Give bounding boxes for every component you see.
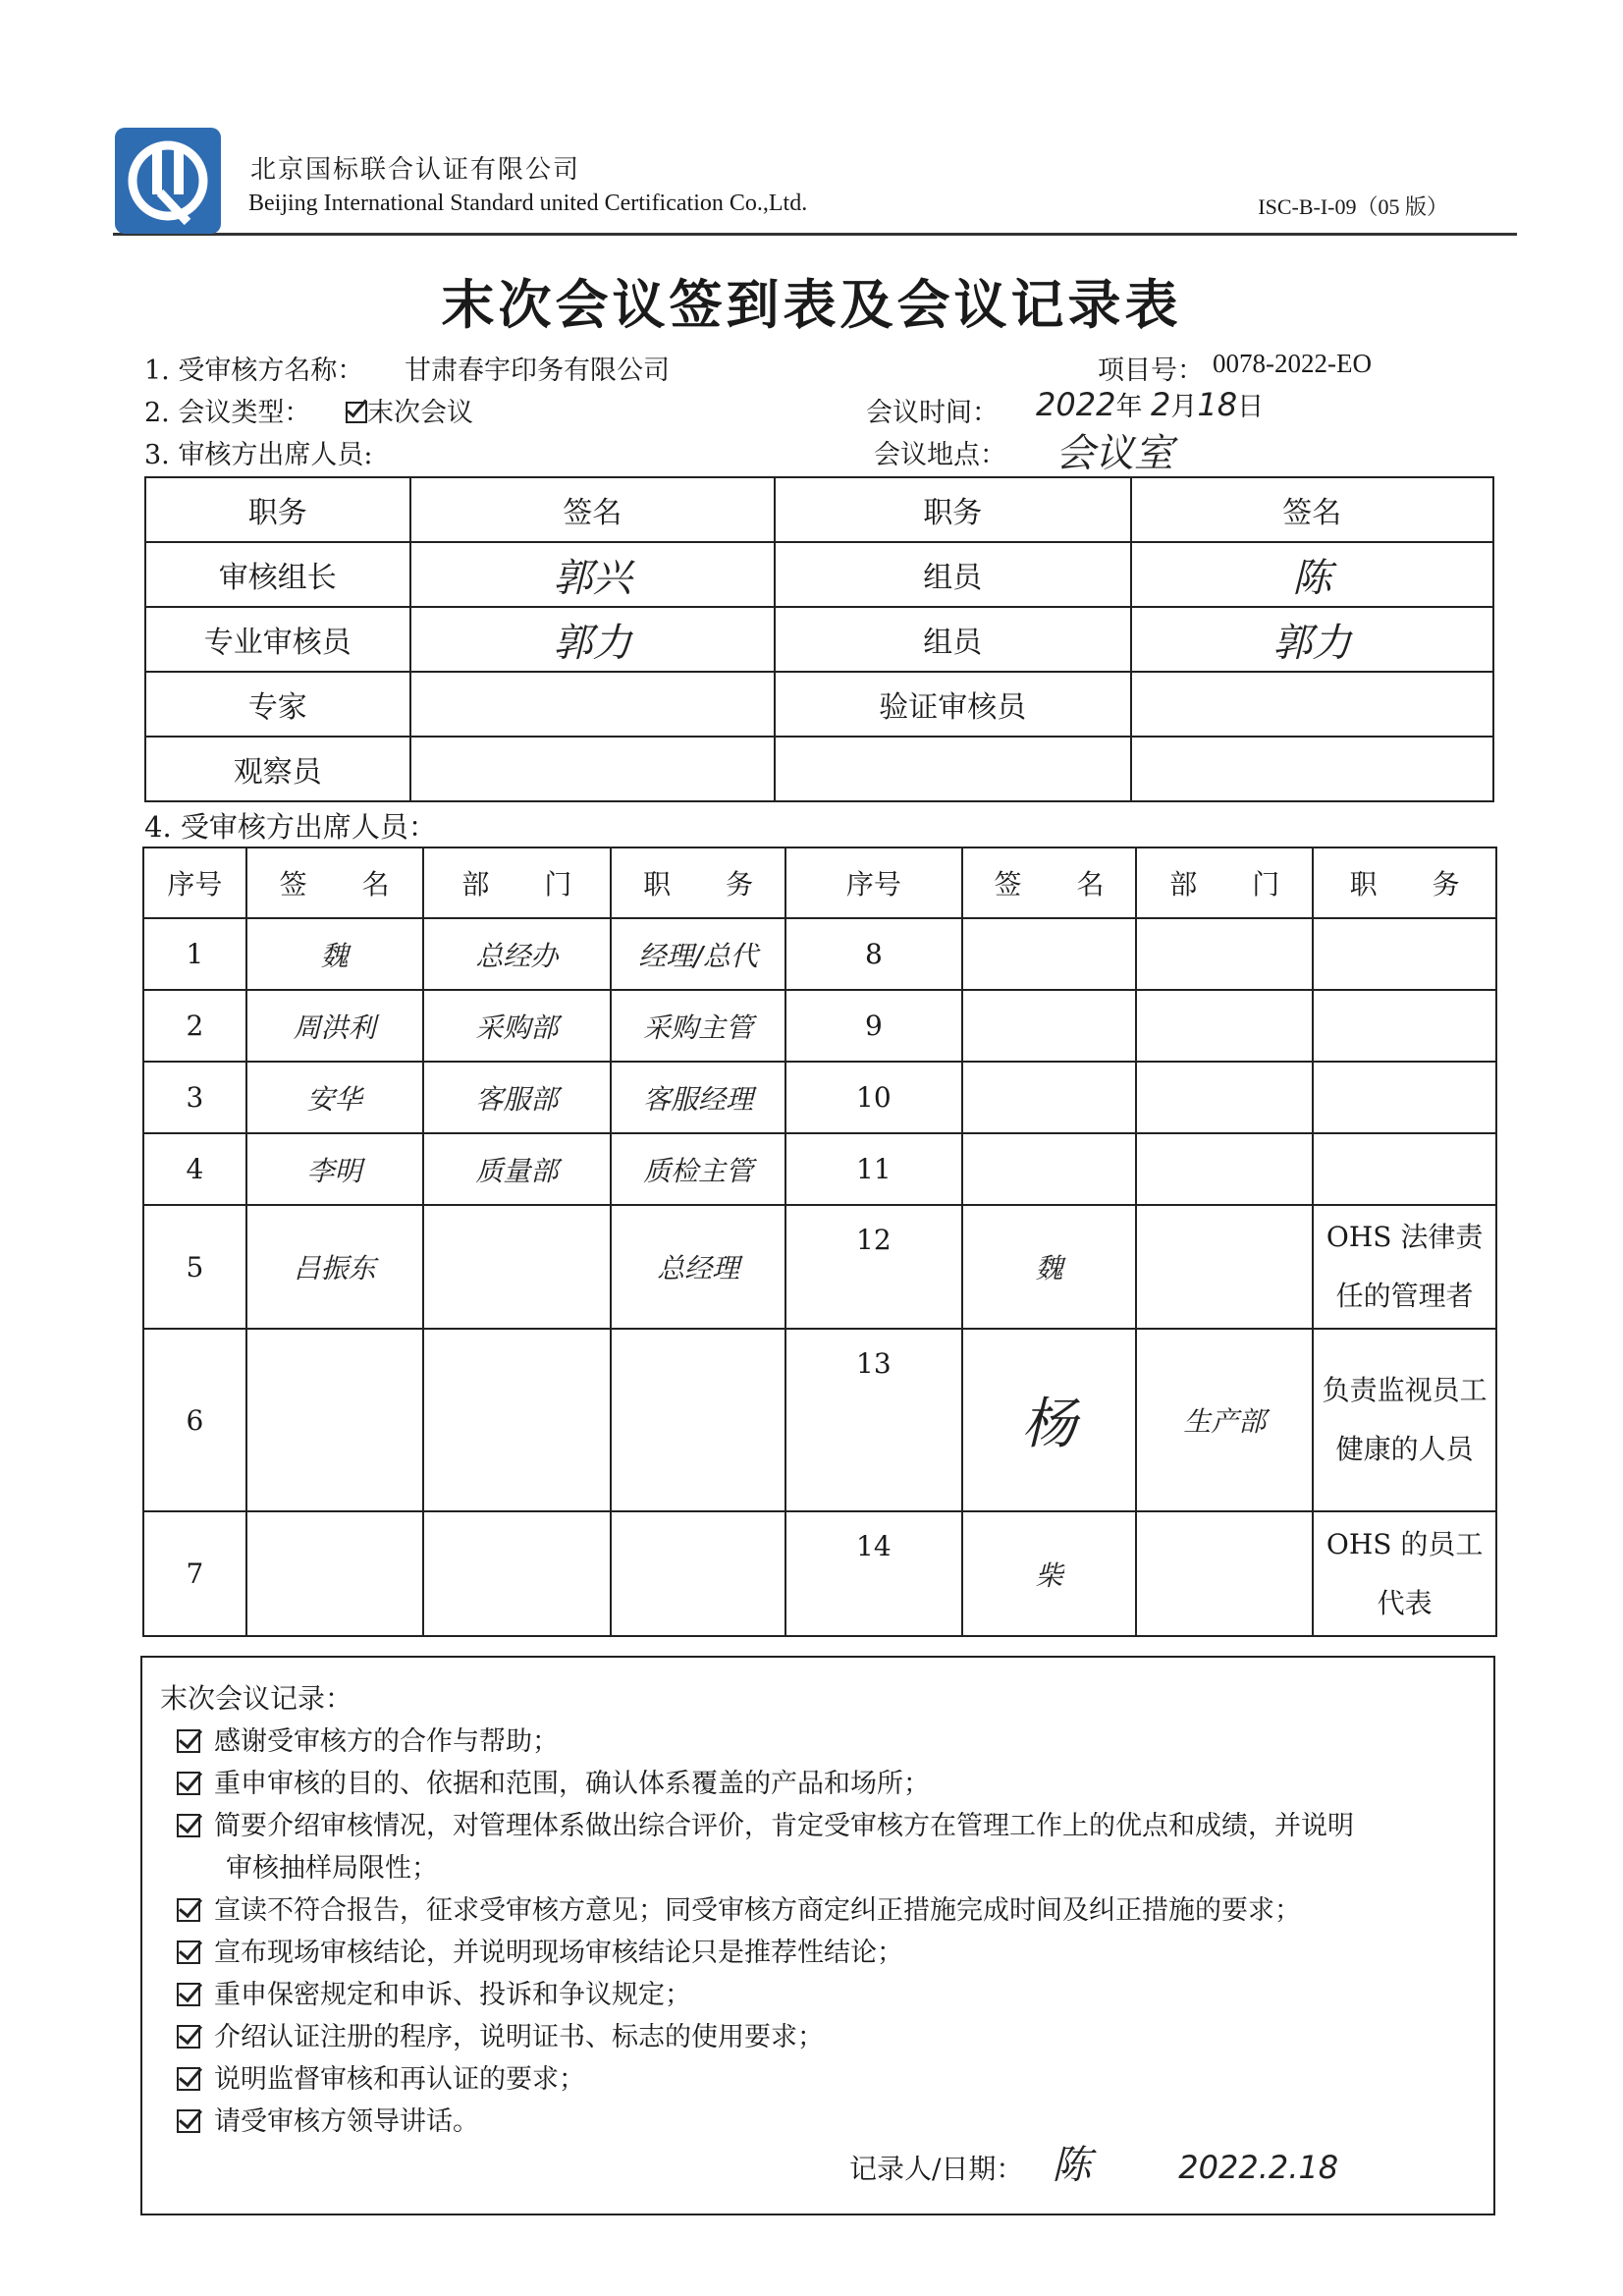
recorder-signature: 陈 [1052,2143,1092,2188]
table-row [145,737,1493,801]
record-item [177,1888,1301,1927]
dept-cell: 客服部 [423,1062,612,1133]
record-item [177,1762,930,1800]
header-cell: 签名 [1131,477,1493,542]
role-cell: 客服经理 [611,1062,785,1133]
seq-cell: 13 [785,1329,962,1511]
table-row [143,990,1496,1062]
checkbox-checked-icon [177,2025,200,2049]
dept-cell: 采购部 [423,990,612,1062]
signature-cell: 魏 [246,918,423,990]
record-item [177,2015,824,2053]
signature-cell [962,1062,1137,1133]
project-value: 0078-2022-EO [1213,349,1372,378]
company-name-en: Beijing International Standard united Certification Co.,Ltd. [248,191,808,216]
role-cell: 总经理 [611,1205,785,1329]
seq-cell: 2 [143,990,246,1062]
checkbox-checked-icon [177,2109,200,2133]
project-label: 项目号： [1098,355,1204,386]
dept-cell [423,1511,612,1636]
recorder-date: 2022.2.18 [1178,2149,1339,2186]
header-cell: 序号 [143,847,246,918]
role-cell [1313,1062,1496,1133]
record-item [177,1804,1354,1842]
dept-cell: 总经办 [423,918,612,990]
role-cell [611,1511,785,1636]
table-header-row [145,477,1493,542]
auditor-sign-table [144,476,1494,802]
checkbox-checked-icon [177,2067,200,2091]
role-cell: 审核组长 [145,542,410,607]
record-item-text: 说明监督审核和再认证的要求； [214,2064,585,2095]
role-cell [1313,1133,1496,1205]
signature-cell: 魏 [962,1205,1137,1329]
record-item-text: 重申保密规定和申诉、投诉和争议规定； [214,1980,691,2010]
header-cell: 职务 [775,477,1130,542]
dept-cell [1136,1511,1313,1636]
meeting-month: 2 [1151,386,1171,423]
recorder-line [849,2134,1338,2190]
auditee-value: 甘肃春宇印务有限公司 [405,355,670,386]
table-header-row [143,847,1496,918]
seq-cell: 4 [143,1133,246,1205]
header-cell: 签 名 [962,847,1137,918]
checkbox-checked-icon [177,1983,200,2006]
table-row [143,1205,1496,1329]
role-cell: OHS 的员工代表 [1313,1511,1496,1636]
role-cell: 验证审核员 [775,672,1130,737]
company-logo [113,126,223,236]
header-cell: 职 务 [1313,847,1496,918]
signature-cell [410,737,775,801]
table-row [143,1329,1496,1511]
signature-cell [1131,737,1493,801]
year-unit: 年 [1115,392,1143,422]
dept-cell: 质量部 [423,1133,612,1205]
signature-cell: 安华 [246,1062,423,1133]
meeting-year: 2022 [1036,386,1116,423]
record-item [177,1973,691,2011]
month-unit: 月 [1170,392,1198,422]
role-cell: 组员 [775,542,1130,607]
letterhead [113,120,1517,236]
role-cell: 观察员 [145,737,410,801]
seq-cell: 1 [143,918,246,990]
table-row [145,672,1493,737]
attendee-section-label: 4. 受审核方出席人员： [144,810,437,844]
role-cell [1313,990,1496,1062]
checkbox-checked-icon [177,1941,200,1964]
attendee-sign-table [142,847,1497,1637]
role-cell [775,737,1130,801]
page-title: 末次会议签到表及会议记录表 [441,273,1182,336]
seq-cell: 8 [785,918,962,990]
checkbox-icon [346,402,367,423]
record-item-text: 重申审核的目的、依据和范围，确认体系覆盖的产品和场所； [214,1769,930,1799]
meeting-type-value: 末次会议 [367,398,473,428]
signature-cell [246,1329,423,1511]
auditee-label: 1. 受审核方名称： [144,355,364,386]
role-cell [1313,918,1496,990]
record-item-text: 感谢受审核方的合作与帮助； [214,1726,559,1757]
auditor-attendees-label: 3. 审核方出席人员: [144,440,373,470]
role-cell: 经理/总代 [611,918,785,990]
role-cell: 采购主管 [611,990,785,1062]
role-cell: 专家 [145,672,410,737]
seq-cell: 6 [143,1329,246,1511]
checkbox-checked-icon [177,1898,200,1922]
signature-cell: 郭力 [410,607,775,672]
table-row [143,1062,1496,1133]
role-cell: 质检主管 [611,1133,785,1205]
header-cell: 部 门 [423,847,612,918]
signature-cell: 郭兴 [410,542,775,607]
seq-cell: 12 [785,1205,962,1329]
table-row [143,1133,1496,1205]
signature-cell: 周洪利 [246,990,423,1062]
dept-cell [1136,1133,1313,1205]
seq-cell: 5 [143,1205,246,1329]
dept-cell [423,1329,612,1511]
checkbox-checked-icon [177,1772,200,1795]
seq-cell: 3 [143,1062,246,1133]
header-cell: 部 门 [1136,847,1313,918]
role-cell: OHS 法律责任的管理者 [1313,1205,1496,1329]
signature-cell [962,918,1137,990]
table-row [143,1511,1496,1636]
seq-cell: 10 [785,1062,962,1133]
document-code: ISC-B-I-09（05 版） [1258,194,1448,219]
record-title: 末次会议记录： [160,1682,353,1715]
role-cell [611,1329,785,1511]
signature-cell [410,672,775,737]
record-item [177,2057,585,2096]
table-row [145,607,1493,672]
dept-cell [1136,990,1313,1062]
record-item-text: 介绍认证注册的程序，说明证书、标志的使用要求； [214,2022,824,2052]
signature-cell: 柴 [962,1511,1137,1636]
meeting-place-label: 会议地点： [874,440,1006,470]
record-item-text: 宣布现场审核结论，并说明现场审核结论只是推荐性结论； [214,1938,903,1968]
signature-cell: 郭力 [1131,607,1493,672]
header-cell: 签名 [410,477,775,542]
meeting-type-option [346,391,473,429]
dept-cell [1136,1062,1313,1133]
header-cell: 职务 [145,477,410,542]
dept-cell [1136,1205,1313,1329]
meeting-type-label: 2. 会议类型： [144,398,311,428]
record-item-text: 简要介绍审核情况，对管理体系做出综合评价，肯定受审核方在管理工作上的优点和成绩，并说明 [214,1811,1354,1841]
day-unit: 日 [1237,392,1265,422]
signature-cell: 杨 [962,1329,1137,1511]
record-item-text: 宣读不符合报告，征求受审核方意见；同受审核方商定纠正措施完成时间及纠正措施的要求； [214,1895,1301,1926]
record-item-continuation: 审核抽样局限性； [226,1853,438,1884]
signature-cell: 陈 [1131,542,1493,607]
dept-cell [1136,918,1313,990]
company-name-cn: 北京国标联合认证有限公司 [250,155,581,185]
meeting-place-value: 会议室 [1055,431,1173,476]
record-item [177,1931,903,1969]
seq-cell: 7 [143,1511,246,1636]
meeting-time-label: 会议时间： [866,398,999,428]
header-cell: 序号 [785,847,962,918]
signature-cell [962,1133,1137,1205]
record-item [177,2100,479,2138]
table-row [145,542,1493,607]
dept-cell: 生产部 [1136,1329,1313,1511]
checkbox-checked-icon [177,1814,200,1837]
meeting-time-value [1036,385,1264,423]
record-item [177,1720,559,1758]
meeting-record-box [140,1656,1495,2215]
recorder-label: 记录人/日期： [849,2153,1024,2185]
table-row [143,918,1496,990]
role-cell: 组员 [775,607,1130,672]
signature-cell [246,1511,423,1636]
seq-cell: 11 [785,1133,962,1205]
checkbox-checked-icon [177,1729,200,1753]
signature-cell [1131,672,1493,737]
role-cell: 负责监视员工健康的人员 [1313,1329,1496,1511]
signature-cell: 吕振东 [246,1205,423,1329]
signature-cell [962,990,1137,1062]
dept-cell [423,1205,612,1329]
header-cell: 签 名 [246,847,423,918]
seq-cell: 14 [785,1511,962,1636]
role-cell: 专业审核员 [145,607,410,672]
header-cell: 职 务 [611,847,785,918]
record-item-text: 请受审核方领导讲话。 [214,2106,479,2137]
meeting-day: 18 [1197,386,1238,423]
seq-cell: 9 [785,990,962,1062]
signature-cell: 李明 [246,1133,423,1205]
